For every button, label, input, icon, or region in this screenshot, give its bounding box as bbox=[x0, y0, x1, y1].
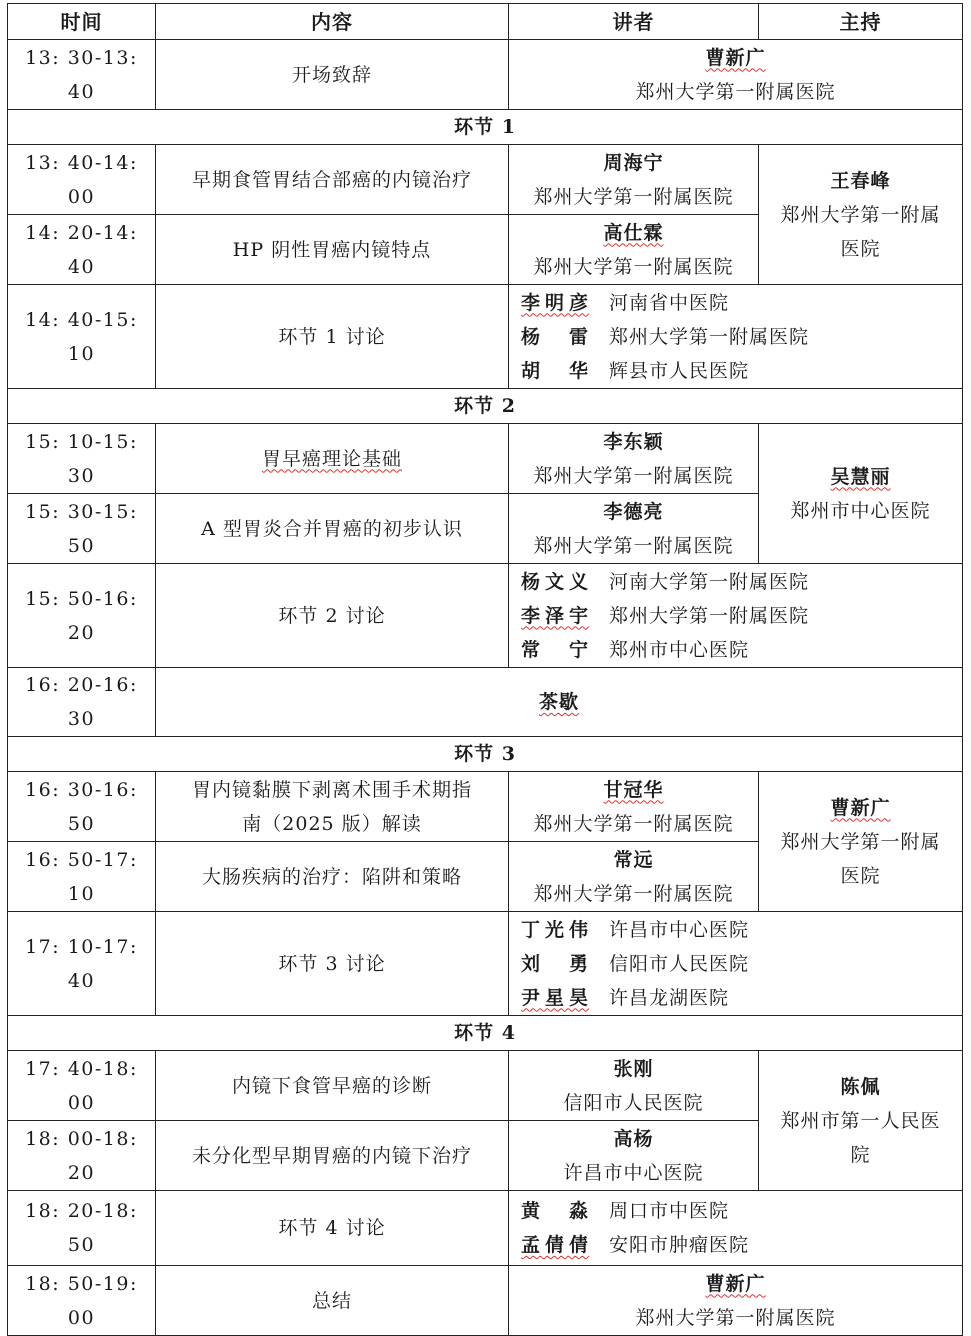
time-cell: 14: 20-14: 40 bbox=[8, 215, 156, 285]
content-cell: 开场致辞 bbox=[156, 40, 509, 110]
discussant bbox=[521, 565, 960, 599]
table-row bbox=[8, 1266, 963, 1336]
table-row bbox=[8, 1051, 963, 1121]
discussant-org: 郑州市中心医院 bbox=[609, 638, 750, 661]
discussant bbox=[521, 354, 960, 388]
host-org: 郑州市第一人民医 bbox=[780, 1109, 941, 1132]
host-cell bbox=[759, 772, 963, 912]
speaker-name: 曹新广 bbox=[705, 46, 766, 69]
content-cell: 环节 1 讨论 bbox=[156, 285, 509, 389]
content-cell bbox=[156, 772, 509, 842]
table-row bbox=[8, 40, 963, 110]
discussant-org: 郑州大学第一附属医院 bbox=[609, 325, 810, 348]
header-speaker: 讲者 bbox=[509, 4, 759, 40]
content-cell: A 型胃炎合并胃癌的初步认识 bbox=[156, 494, 509, 564]
time-cell: 18: 00-18: 20 bbox=[8, 1121, 156, 1191]
speaker-name: 李东颖 bbox=[603, 430, 664, 453]
section-title: 环节 1 bbox=[8, 110, 963, 145]
content-cell: 大肠疾病的治疗：陷阱和策略 bbox=[156, 842, 509, 912]
schedule-table bbox=[7, 3, 963, 1336]
speaker-name: 曹新广 bbox=[705, 1272, 766, 1295]
host-name: 吴慧丽 bbox=[830, 465, 891, 488]
content-text: 胃早癌理论基础 bbox=[261, 447, 402, 470]
header-host: 主持 bbox=[759, 4, 963, 40]
time-cell: 16: 30-16: 50 bbox=[8, 772, 156, 842]
table-row bbox=[8, 145, 963, 215]
discussant-name: 李泽宇 bbox=[521, 604, 589, 627]
speaker-cell bbox=[509, 772, 759, 842]
speaker-org: 郑州大学第一附属医院 bbox=[533, 812, 734, 835]
host-org: 院 bbox=[850, 1143, 871, 1166]
discussant-org: 河南省中医院 bbox=[609, 291, 730, 314]
discussant-name: 孟倩倩 bbox=[521, 1234, 589, 1256]
break-label: 茶歇 bbox=[538, 691, 579, 713]
discussant-name: 常 宁 bbox=[521, 638, 589, 661]
host-org: 医院 bbox=[840, 864, 881, 887]
content-line: 胃内镜黏膜下剥离术围手术期指 bbox=[191, 778, 472, 801]
discussant-org: 辉县市人民医院 bbox=[609, 359, 750, 382]
speaker-org: 信阳市人民医院 bbox=[563, 1091, 704, 1114]
host-name: 陈佩 bbox=[840, 1075, 881, 1098]
table-row bbox=[8, 564, 963, 668]
section-row bbox=[8, 1016, 963, 1051]
speaker-cell bbox=[509, 40, 963, 110]
content-cell: 早期食管胃结合部癌的内镜治疗 bbox=[156, 145, 509, 215]
discussant bbox=[521, 633, 960, 667]
discussant-org: 河南大学第一附属医院 bbox=[609, 570, 810, 593]
table-row bbox=[8, 1191, 963, 1266]
host-name: 曹新广 bbox=[830, 796, 891, 819]
section-title: 环节 4 bbox=[8, 1016, 963, 1051]
discussant-name: 丁光伟 bbox=[521, 918, 589, 941]
discussant bbox=[521, 947, 960, 981]
content-cell: 内镜下食管早癌的诊断 bbox=[156, 1051, 509, 1121]
discussant bbox=[521, 1194, 960, 1228]
break-cell bbox=[156, 668, 963, 737]
content-cell: HP 阴性胃癌内镜特点 bbox=[156, 215, 509, 285]
discussant-name: 尹星昊 bbox=[521, 986, 589, 1009]
section-row bbox=[8, 389, 963, 424]
section-title: 环节 2 bbox=[8, 389, 963, 424]
table-row bbox=[8, 772, 963, 842]
discussant-name: 黄 淼 bbox=[521, 1200, 589, 1222]
content-cell: 未分化型早期胃癌的内镜下治疗 bbox=[156, 1121, 509, 1191]
header-row bbox=[8, 4, 963, 40]
header-content: 内容 bbox=[156, 4, 509, 40]
time-cell: 13: 30-13: 40 bbox=[8, 40, 156, 110]
content-cell: 环节 4 讨论 bbox=[156, 1191, 509, 1266]
speaker-name: 张刚 bbox=[613, 1057, 654, 1080]
content-line: 南（2025 版）解读 bbox=[242, 812, 422, 835]
discussant-org: 许昌市中心医院 bbox=[609, 918, 750, 941]
discussant-org: 周口市中医院 bbox=[609, 1200, 730, 1222]
host-org: 郑州大学第一附属 bbox=[780, 203, 941, 226]
host-cell bbox=[759, 1051, 963, 1191]
table-row bbox=[8, 285, 963, 389]
speaker-name: 周海宁 bbox=[603, 151, 664, 174]
discussant-cell bbox=[509, 285, 963, 389]
time-cell: 15: 50-16: 20 bbox=[8, 564, 156, 668]
header-time: 时间 bbox=[8, 4, 156, 40]
discussant bbox=[521, 320, 960, 354]
discussant bbox=[521, 286, 960, 320]
speaker-cell bbox=[509, 424, 759, 494]
discussant-name: 刘 勇 bbox=[521, 952, 589, 975]
discussant bbox=[521, 981, 960, 1015]
speaker-cell bbox=[509, 1051, 759, 1121]
discussant-org: 许昌龙湖医院 bbox=[609, 986, 730, 1009]
speaker-cell bbox=[509, 215, 759, 285]
speaker-name: 常远 bbox=[613, 848, 654, 871]
section-title: 环节 3 bbox=[8, 737, 963, 772]
time-cell: 17: 10-17: 40 bbox=[8, 912, 156, 1016]
discussant-cell bbox=[509, 1191, 963, 1266]
time-cell: 16: 20-16: 30 bbox=[8, 668, 156, 737]
discussant bbox=[521, 599, 960, 633]
host-org: 郑州市中心医院 bbox=[790, 499, 931, 522]
content-cell bbox=[156, 424, 509, 494]
host-name: 王春峰 bbox=[830, 169, 891, 192]
discussant-org: 郑州大学第一附属医院 bbox=[609, 604, 810, 627]
speaker-cell bbox=[509, 145, 759, 215]
time-cell: 15: 30-15: 50 bbox=[8, 494, 156, 564]
speaker-org: 郑州大学第一附属医院 bbox=[635, 1306, 836, 1329]
speaker-org: 郑州大学第一附属医院 bbox=[533, 255, 734, 278]
speaker-name: 高杨 bbox=[613, 1127, 654, 1150]
section-row bbox=[8, 737, 963, 772]
time-cell: 17: 40-18: 00 bbox=[8, 1051, 156, 1121]
speaker-org: 许昌市中心医院 bbox=[563, 1161, 704, 1184]
host-cell bbox=[759, 145, 963, 285]
break-row bbox=[8, 668, 963, 737]
time-cell: 18: 20-18: 50 bbox=[8, 1191, 156, 1266]
host-cell bbox=[759, 424, 963, 564]
speaker-cell bbox=[509, 494, 759, 564]
host-org: 医院 bbox=[840, 237, 881, 260]
speaker-org: 郑州大学第一附属医院 bbox=[635, 80, 836, 103]
discussant bbox=[521, 1228, 960, 1262]
speaker-cell bbox=[509, 1121, 759, 1191]
discussant-name: 李明彦 bbox=[521, 291, 589, 314]
time-cell: 14: 40-15: 10 bbox=[8, 285, 156, 389]
host-org: 郑州大学第一附属 bbox=[780, 830, 941, 853]
time-cell: 16: 50-17: 10 bbox=[8, 842, 156, 912]
discussant-org: 安阳市肿瘤医院 bbox=[609, 1234, 750, 1256]
discussant-name: 杨文义 bbox=[521, 570, 589, 593]
section-row bbox=[8, 110, 963, 145]
speaker-org: 郑州大学第一附属医院 bbox=[533, 882, 734, 905]
speaker-name: 高仕霖 bbox=[603, 221, 664, 244]
discussant bbox=[521, 913, 960, 947]
speaker-name: 李德亮 bbox=[603, 500, 664, 523]
time-cell: 18: 50-19: 00 bbox=[8, 1266, 156, 1336]
discussant-cell bbox=[509, 564, 963, 668]
discussant-cell bbox=[509, 912, 963, 1016]
speaker-cell bbox=[509, 1266, 963, 1336]
table-row bbox=[8, 912, 963, 1016]
speaker-org: 郑州大学第一附属医院 bbox=[533, 464, 734, 487]
content-cell: 环节 2 讨论 bbox=[156, 564, 509, 668]
discussant-name: 胡 华 bbox=[521, 359, 589, 382]
content-cell: 环节 3 讨论 bbox=[156, 912, 509, 1016]
speaker-name: 甘冠华 bbox=[603, 778, 664, 801]
discussant-name: 杨 雷 bbox=[521, 325, 589, 348]
time-cell: 13: 40-14: 00 bbox=[8, 145, 156, 215]
discussant-org: 信阳市人民医院 bbox=[609, 952, 750, 975]
speaker-org: 郑州大学第一附属医院 bbox=[533, 185, 734, 208]
time-cell: 15: 10-15: 30 bbox=[8, 424, 156, 494]
content-cell: 总结 bbox=[156, 1266, 509, 1336]
table-row bbox=[8, 424, 963, 494]
speaker-org: 郑州大学第一附属医院 bbox=[533, 534, 734, 557]
speaker-cell bbox=[509, 842, 759, 912]
